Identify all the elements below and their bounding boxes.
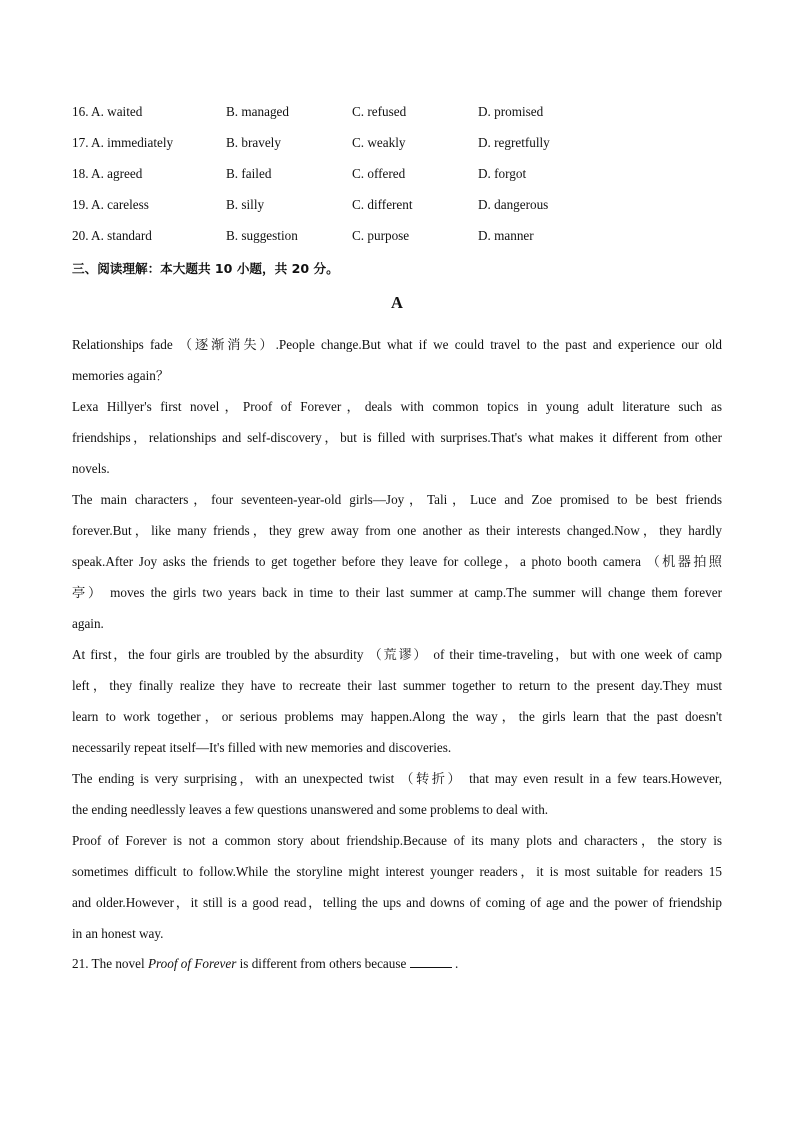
- passage-line: speak.After Joy asks the friends to get together before they leave for college，a photo booth camera （机器拍照: [72, 554, 722, 569]
- passage-line: The main characters，four seventeen-year-old girls—Joy，Tali，Luce and Zoe promised to be best friends: [72, 492, 722, 507]
- novel-title: Proof of Forever: [147, 956, 237, 971]
- question-prefix: 21. The novel: [72, 956, 148, 971]
- option-d: D. promised: [478, 104, 544, 119]
- reading-passage: [72, 329, 722, 949]
- option-d: D. manner: [478, 228, 534, 243]
- option-row: [72, 226, 722, 257]
- passage-line: Proof of Forever is not a common story about friendship.Because of its many plots and characters，the story is: [72, 833, 722, 848]
- option-c: C. refused: [352, 104, 407, 119]
- passage-line: Lexa Hillyer's first novel，Proof of Forever，deals with common topics in young adult literature such as: [72, 399, 722, 414]
- option-row: [72, 133, 722, 164]
- option-a: 19. A. careless: [72, 197, 149, 212]
- option-row: [72, 164, 722, 195]
- option-c: C. weakly: [352, 135, 406, 150]
- option-c: C. purpose: [352, 228, 410, 243]
- question-21: [72, 953, 458, 975]
- option-c: C. offered: [352, 166, 406, 181]
- option-b: B. failed: [226, 166, 272, 181]
- passage-line: and older.However，it still is a good read，telling the ups and downs of coming of age and the power of friendship: [72, 895, 722, 910]
- option-d: D. regretfully: [478, 135, 550, 150]
- passage-title: A: [391, 293, 403, 312]
- option-a: 18. A. agreed: [72, 166, 143, 181]
- option-b: B. bravely: [226, 135, 281, 150]
- passage-line: memories again？: [72, 368, 170, 383]
- option-c: C. different: [352, 197, 413, 212]
- passage-line: The ending is very surprising，with an unexpected twist （转折） that may even result in a few tears.However,: [72, 771, 722, 786]
- question-suffix: is different from others because: [236, 956, 407, 971]
- option-a: 17. A. immediately: [72, 135, 174, 150]
- passage-line: learn to work together，or serious problems may happen.Along the way，the girls learn that the past doesn't: [72, 709, 722, 724]
- option-d: D. dangerous: [478, 197, 549, 212]
- passage-line: left，they finally realize they have to recreate their last summer together to return to the present day.They must: [72, 678, 722, 693]
- question-end: .: [451, 956, 459, 971]
- option-a: 20. A. standard: [72, 228, 152, 243]
- option-a: 16. A. waited: [72, 104, 143, 119]
- passage-line: necessarily repeat itself—It's filled with new memories and discoveries.: [72, 740, 452, 755]
- passage-line: friendships，relationships and self-discovery，but is filled with surprises.That's what makes it different from other: [72, 430, 722, 445]
- answer-blank[interactable]: [410, 954, 452, 968]
- option-row: [72, 195, 722, 226]
- passage-line: forever.But，like many friends，they grew away from one another as their interests changed.Now，they hardly: [72, 523, 722, 538]
- passage-line: novels.: [72, 461, 110, 476]
- passage-line: Relationships fade （逐渐消失）.People change.But what if we could travel to the past and experience our old: [72, 337, 722, 352]
- option-row: [72, 102, 722, 133]
- option-b: B. suggestion: [226, 228, 298, 243]
- section-heading: 三、阅读理解：本大题共 10 小题，共 20 分。: [72, 261, 339, 276]
- passage-line: again.: [72, 616, 104, 631]
- passage-line: 亭） moves the girls two years back in time to their last summer at camp.The summer will change them forever: [72, 585, 722, 600]
- option-b: B. silly: [226, 197, 265, 212]
- answer-options: [72, 102, 722, 257]
- passage-line: the ending needlessly leaves a few questions unanswered and some problems to deal with.: [72, 802, 549, 817]
- passage-line: sometimes difficult to follow.While the storyline might interest younger readers，it is most suitable for readers 15: [72, 864, 722, 879]
- passage-line: At first，the four girls are troubled by the absurdity （荒谬） of their time-traveling，but with one week of camp: [72, 647, 722, 662]
- passage-line: in an honest way.: [72, 926, 164, 941]
- option-b: B. managed: [226, 104, 289, 119]
- option-d: D. forgot: [478, 166, 527, 181]
